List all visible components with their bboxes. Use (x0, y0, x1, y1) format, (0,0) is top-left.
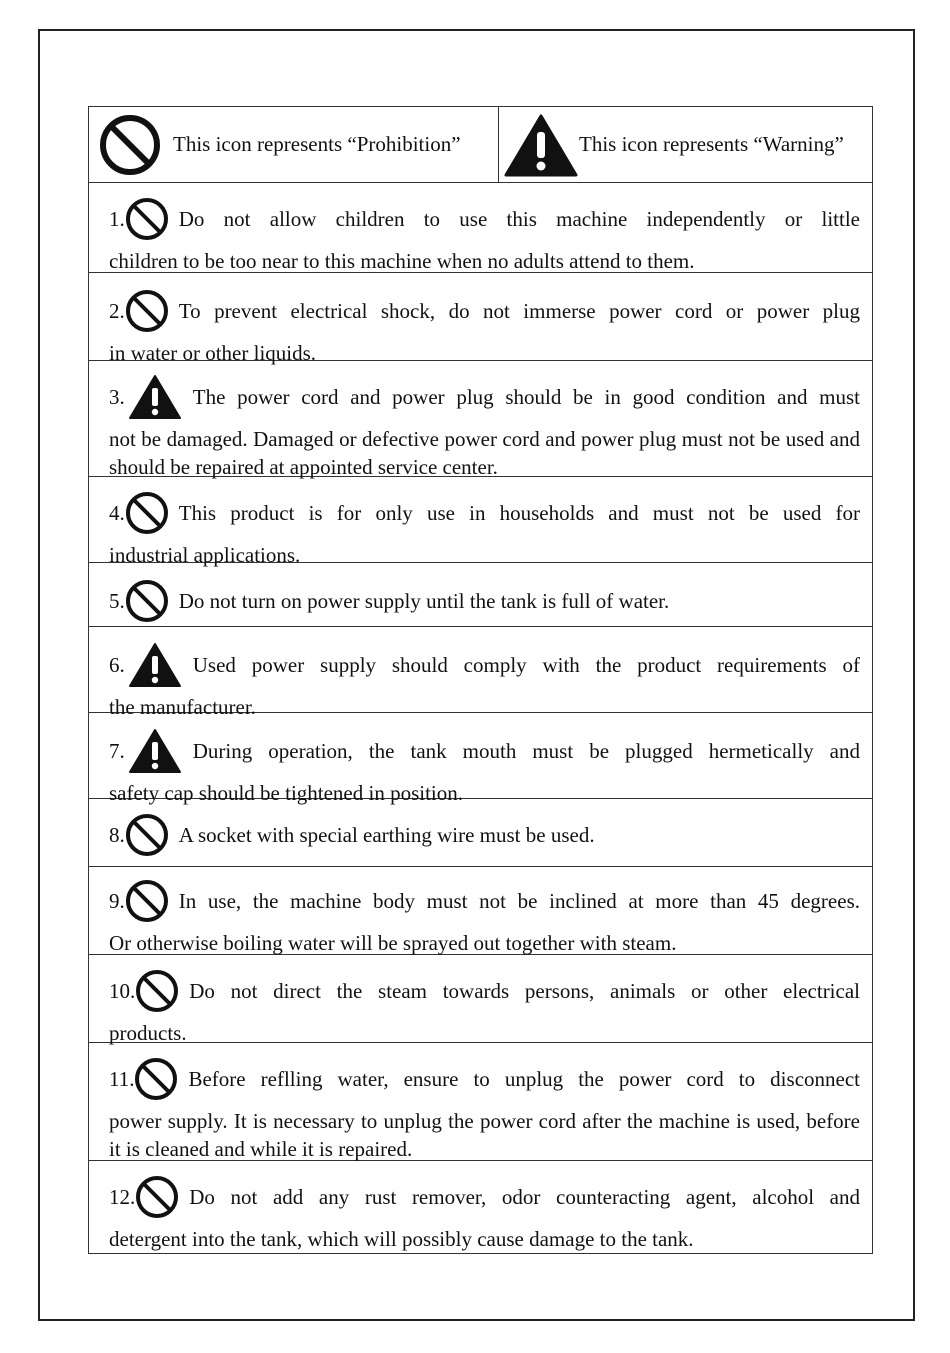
warning-legend-text: This icon represents “Warning” (579, 132, 844, 156)
item-number: 1. (109, 207, 125, 231)
prohibition-icon (135, 969, 179, 1013)
item-number: 8. (109, 823, 125, 847)
item-text: This product is for only use in households and must not be used for (178, 501, 860, 525)
item-first-line (109, 969, 860, 1013)
safety-item (89, 1161, 872, 1253)
item-first-line (109, 373, 860, 421)
item-text: Before reflling water, ensure to unplug the power cord to disconnect (188, 1067, 860, 1091)
item-number: 2. (109, 299, 125, 323)
item-first-line (109, 1057, 860, 1101)
prohibition-icon (125, 289, 169, 333)
item-continuation: in water or other liquids. (109, 341, 317, 365)
item-continuation: not be damaged. Damaged or defective power cord and power plug must not be used and should be repaired at appointed service center. (109, 427, 860, 479)
safety-item (89, 563, 872, 627)
item-text: During operation, the tank mouth must be plugged hermetically and (192, 739, 860, 763)
item-number: 5. (109, 589, 125, 613)
item-text: In use, the machine body must not be inclined at more than 45 degrees. (178, 889, 860, 913)
warning-icon (127, 727, 183, 775)
safety-item (89, 713, 872, 805)
safety-item (89, 183, 872, 273)
item-number: 6. (109, 653, 125, 677)
warning-legend (499, 107, 872, 182)
item-first-line (109, 491, 860, 535)
prohibition-icon (125, 197, 169, 241)
item-first-line (109, 289, 860, 333)
warning-icon (503, 112, 579, 178)
item-continuation: children to be too near to this machine when no adults attend to them. (109, 249, 695, 273)
item-first-line (109, 197, 860, 241)
item-continuation: safety cap should be tightened in position. (109, 781, 464, 805)
item-continuation: the manufacturer. (109, 695, 256, 719)
item-text: Do not direct the steam towards persons, animals or other electrical (189, 979, 860, 1003)
item-number: 7. (109, 739, 125, 763)
item-number: 3. (109, 385, 125, 409)
item-number: 10. (109, 979, 136, 1003)
item-first-line (109, 879, 860, 923)
safety-item (89, 273, 872, 365)
item-text: To prevent electrical shock, do not immerse power cord or power plug (178, 299, 860, 323)
prohibition-icon (99, 114, 161, 176)
prohibition-icon (135, 1175, 179, 1219)
safety-item (89, 1043, 872, 1161)
prohibition-icon (125, 813, 169, 857)
prohibition-icon (125, 491, 169, 535)
item-continuation: detergent into the tank, which will possibly cause damage to the tank. (109, 1227, 694, 1251)
item-number: 11. (109, 1067, 135, 1091)
item-continuation: products. (109, 1021, 187, 1045)
item-text: Used power supply should comply with the product requirements of (192, 653, 860, 677)
item-first-line (109, 641, 860, 689)
item-first-line (109, 1175, 860, 1219)
safety-item (89, 955, 872, 1043)
item-number: 9. (109, 889, 125, 913)
safety-items (89, 183, 872, 1253)
prohibition-legend-text: This icon represents “Prohibition” (173, 132, 461, 156)
safety-item (89, 627, 872, 719)
item-text: Do not allow children to use this machine independently or little (178, 207, 860, 231)
item-text: Do not turn on power supply until the tank is full of water. (178, 589, 670, 613)
safety-item (89, 799, 872, 867)
prohibition-icon (125, 879, 169, 923)
icon-legend (89, 107, 872, 183)
item-text: The power cord and power plug should be in good condition and must (192, 385, 860, 409)
item-text: Do not add any rust remover, odor counteracting agent, alcohol and (189, 1185, 860, 1209)
item-first-line (109, 727, 860, 775)
item-continuation: power supply. It is necessary to unplug the power cord after the machine is used, before it is cleaned and while it is repaired. (109, 1109, 860, 1161)
safety-item (89, 361, 872, 477)
safety-table (88, 106, 873, 1254)
item-first-line (109, 579, 860, 623)
item-continuation: Or otherwise boiling water will be sprayed out together with steam. (109, 931, 677, 955)
item-first-line (109, 813, 860, 857)
safety-item (89, 477, 872, 567)
item-number: 4. (109, 501, 125, 525)
warning-icon (127, 373, 183, 421)
prohibition-legend (89, 107, 499, 182)
prohibition-icon (134, 1057, 178, 1101)
warning-icon (127, 641, 183, 689)
item-number: 12. (109, 1185, 136, 1209)
item-continuation: industrial applications. (109, 543, 301, 567)
prohibition-icon (125, 579, 169, 623)
item-text: A socket with special earthing wire must be used. (178, 823, 595, 847)
safety-item (89, 867, 872, 955)
